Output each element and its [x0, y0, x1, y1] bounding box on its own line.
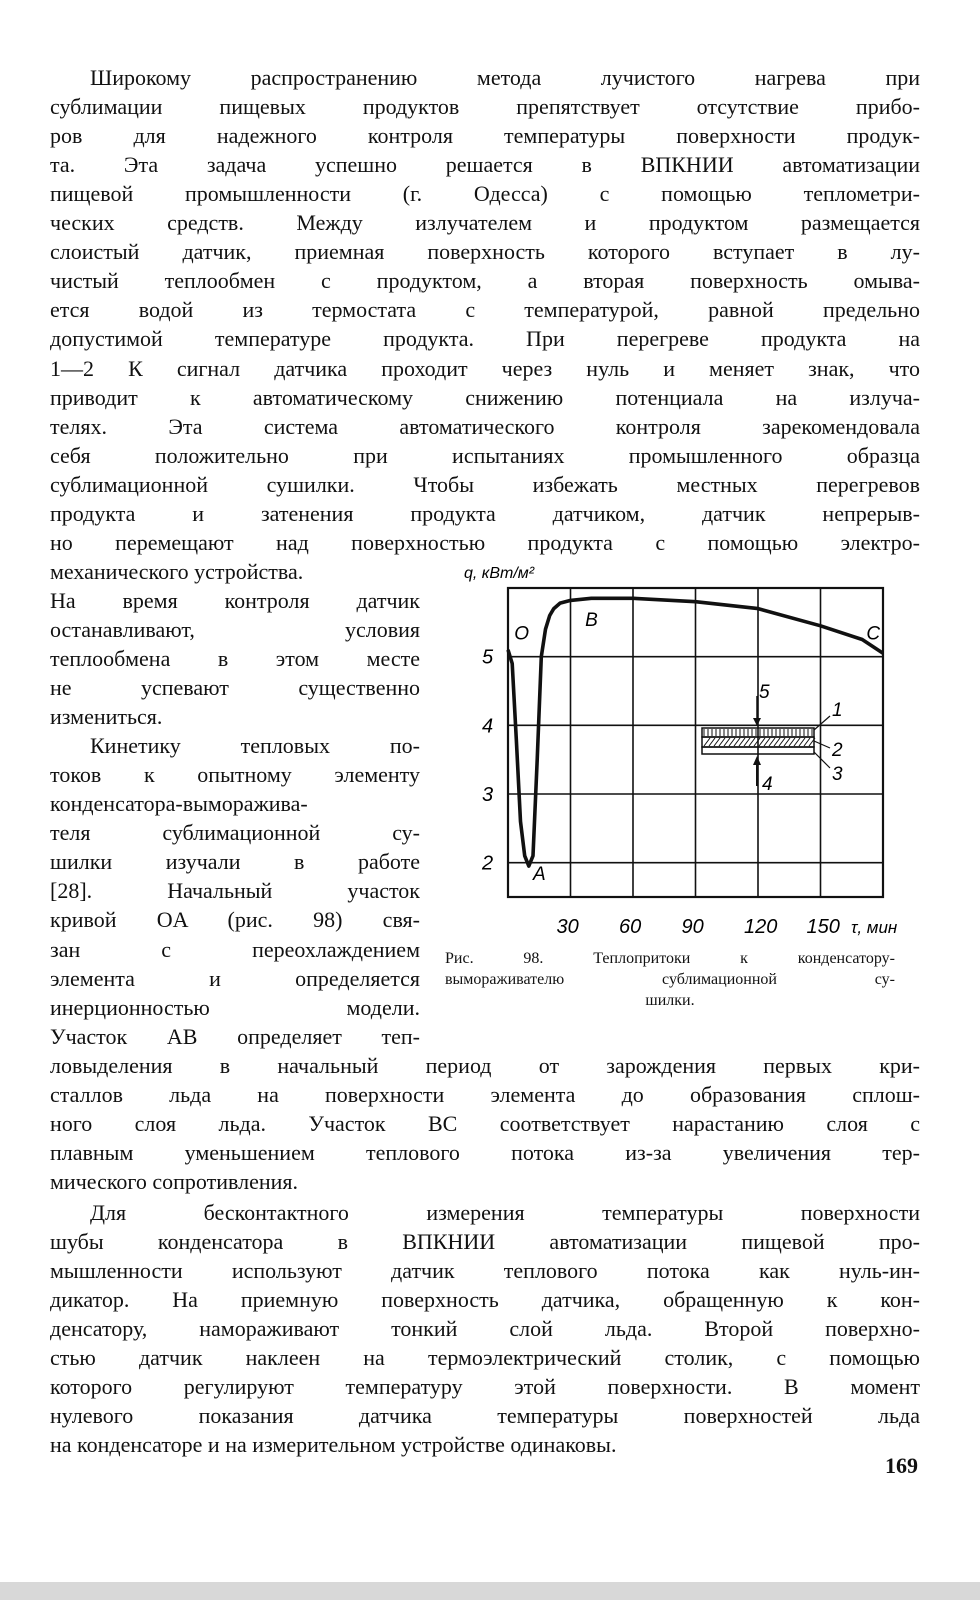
y-tick-label: 3: [482, 784, 494, 806]
text-line: чистый теплообмен с продуктом, а вторая поверхность омыва-: [50, 268, 920, 294]
inset-callout-label: 5: [759, 682, 770, 703]
text-line: слоистый датчик, приемная поверхность которого вступает в лу-: [50, 239, 920, 265]
sensor-hatch: [734, 738, 740, 746]
text-line: элемента и определяется: [50, 965, 420, 991]
sensor-hatch: [799, 738, 805, 746]
text-line: нулевого показания датчика температуры поверхностей льда: [50, 1403, 920, 1429]
x-tick-label: 30: [556, 916, 579, 938]
text-line: денсатору, намораживают тонкий слой льда. Второй поверхно-: [50, 1316, 920, 1342]
sensor-hatch: [714, 738, 720, 746]
page-number: 169: [885, 1453, 918, 1478]
sensor-hatch: [709, 738, 715, 746]
text-line: продукта и затенения продукта датчиком, датчик непрерыв-: [50, 500, 920, 526]
text-line: которого регулируют температуру этой поверхности. В момент: [50, 1374, 920, 1400]
x-tick-label: 90: [681, 916, 704, 938]
text-line: на конденсаторе и на измерительном устройстве одинаковы.: [50, 1432, 617, 1458]
curve-point-label: O: [514, 623, 530, 645]
caption-line: шилки.: [645, 992, 695, 1009]
sensor-hatch: [779, 738, 785, 746]
sensor-hatch: [739, 738, 745, 746]
x-tick-label: 60: [619, 916, 642, 938]
curve-point-label: C: [866, 623, 881, 645]
text-line: кривой OA (рис. 98) свя-: [50, 907, 420, 933]
sensor-hatch: [749, 738, 755, 746]
text-line: теплообмена в этом месте: [50, 646, 420, 671]
caption-line: Рис. 98. Теплопритоки к конденсатору-: [445, 950, 895, 967]
sensor-hatch: [804, 738, 810, 746]
text-line: сублимационной сушилки. Чтобы избежать местных перегревов: [50, 471, 920, 497]
text-line: пищевой промышленности (г. Одесса) с помощью теплометри-: [50, 181, 920, 207]
text-line: мышленности используют датчик теплового потока как нуль-ин-: [50, 1258, 920, 1284]
sensor-hatch: [719, 738, 725, 746]
sensor-hatch: [769, 738, 775, 746]
y-axis-label: q, кВт/м²: [464, 565, 535, 582]
text-line: допустимой температуре продукта. При перегреве продукта на: [50, 326, 920, 352]
inset-callout-label: 1: [832, 700, 843, 721]
text-line: мического сопротивления.: [50, 1168, 299, 1194]
text-line: Участок AB определяет теп-: [50, 1023, 420, 1049]
text-line: конденсатора-выморажива-: [50, 791, 308, 817]
sensor-hatch: [794, 738, 800, 746]
curve-point-label: B: [585, 609, 598, 631]
text-line: измениться.: [50, 704, 163, 730]
text-line: шилки изучали в работе: [50, 849, 420, 875]
sensor-hatch: [759, 738, 765, 746]
leader-line: [814, 752, 830, 768]
leader-line: [814, 741, 830, 748]
text-line: На время контроля датчик: [50, 587, 420, 613]
text-line: шубы конденсатора в ВПКНИИ автоматизации пищевой про-: [50, 1229, 920, 1254]
x-tick-label: 120: [744, 916, 778, 938]
text-line: ров для надежного контроля температуры поверхности продук-: [50, 123, 920, 149]
x-axis-label: τ, мин: [851, 918, 898, 937]
y-tick-label: 2: [482, 852, 494, 875]
scan-edge: [0, 1582, 980, 1600]
text-line: стью датчик наклеен на термоэлектрический столик, с помощью: [50, 1345, 920, 1371]
text-line: сталлов льда на поверхности элемента до образования сплош-: [50, 1081, 920, 1107]
text-line: ется водой из термостата с температурой, равной предельно: [50, 297, 920, 323]
sensor-hatch: [744, 738, 750, 746]
sensor-hatch: [724, 738, 730, 746]
text-line: [28]. Начальный участок: [50, 878, 420, 904]
sensor-hatch: [764, 738, 770, 746]
curve-point-label: A: [533, 863, 546, 885]
text-line: но перемещают над поверхностью продукта с помощью электро-: [50, 529, 920, 555]
sensor-hatch: [729, 738, 735, 746]
text-line: сублимации пищевых продуктов препятствует отсутствие прибо-: [50, 94, 920, 120]
text-line: Кинетику тепловых по-: [90, 733, 420, 759]
text-line: Для бесконтактного измерения температуры поверхности: [90, 1199, 920, 1225]
text-line: токов к опытному элементу: [50, 762, 420, 788]
inset-callout-label: 4: [762, 774, 773, 795]
leader-line: [814, 716, 830, 730]
text-line: теля сублимационной су-: [50, 820, 420, 846]
text-line: телях. Эта система автоматического контроля зарекомендовала: [50, 413, 920, 439]
inset-callout-label: 3: [832, 764, 843, 785]
text-line: инерционностью модели.: [50, 994, 420, 1020]
text-line: ловыделения в начальный период от зарождения первых кри-: [50, 1052, 920, 1078]
caption-line: вымораживателю сублимационной су-: [445, 971, 895, 988]
text-line: механического устройства.: [50, 558, 304, 584]
text-line: останавливают, условия: [50, 616, 420, 642]
text-line: плавным уменьшением теплового потока из-за увеличения тер-: [50, 1139, 920, 1165]
heat-flux-chart: [450, 560, 920, 990]
sensor-hatch: [774, 738, 780, 746]
text-line: Широкому распространению метода лучистого нагрева при: [90, 65, 920, 90]
figure-caption: [445, 948, 895, 1011]
text-line: ного слоя льда. Участок BC соответствует нарастанию слоя с: [50, 1110, 920, 1136]
arrow-head: [753, 756, 761, 765]
sensor-hatch: [704, 738, 710, 746]
text-line: дикатор. На приемную поверхность датчика, обращенную к кон-: [50, 1287, 920, 1313]
sensor-hatch: [784, 738, 790, 746]
y-tick-label: 4: [482, 715, 494, 738]
y-tick-label: 5: [482, 646, 494, 669]
x-tick-label: 150: [806, 916, 840, 938]
text-line: ческих средств. Между излучателем и продуктом размещается: [50, 210, 920, 236]
sensor-hatch: [754, 738, 760, 746]
text-line: приводит к автоматическому снижению потенциала на излуча-: [50, 384, 920, 410]
text-line: не успевают существенно: [50, 675, 420, 701]
text-line: та. Эта задача успешно решается в ВПКНИИ автоматизации: [50, 152, 920, 178]
text-line: зан с переохлаждением: [50, 936, 420, 962]
inset-callout-label: 2: [832, 740, 843, 761]
sensor-hatch: [789, 738, 795, 746]
figure-98: [450, 560, 920, 990]
text-line: себя положительно при испытаниях промышленного образца: [50, 442, 920, 468]
text-line: 1—2 К сигнал датчика проходит через нуль и меняет знак, что: [50, 355, 920, 381]
